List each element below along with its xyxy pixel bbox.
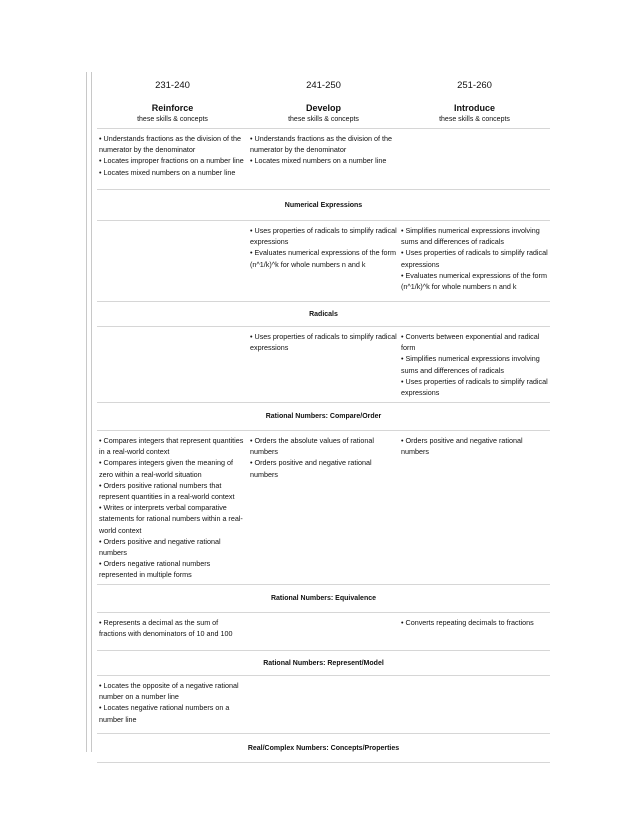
table-row (97, 129, 550, 190)
table-row (97, 431, 550, 585)
column-sublabel: these skills & concepts (137, 116, 208, 123)
header-col-develop (248, 72, 399, 128)
skill-item: • Orders positive and negative rational numbers (401, 436, 523, 457)
develop-cell (248, 676, 399, 733)
skill-item: • Uses properties of radicals to simplify radical expressions (401, 248, 548, 269)
reinforce-cell (97, 129, 248, 189)
column-label: Reinforce (151, 103, 194, 113)
table-row (97, 613, 550, 651)
skill-item: • Locates mixed numbers on a number line (250, 156, 387, 166)
skill-item: • Represents a decimal as the sum of fractions with denominators of 10 and 100 (99, 618, 233, 639)
table-row (97, 221, 550, 302)
score-range: 251-260 (457, 80, 492, 91)
skills-table (97, 72, 550, 763)
score-range: 241-250 (306, 80, 341, 91)
develop-cell (248, 327, 399, 402)
section-heading: Rational Numbers: Compare/Order (97, 403, 550, 431)
reinforce-cell (97, 221, 248, 301)
table-row (97, 327, 550, 403)
introduce-cell (399, 129, 550, 189)
skill-item: • Orders positive rational numbers that represent quantities in a real-world context (99, 480, 235, 502)
skill-item: • Orders positive and negative rational numbers (99, 536, 221, 558)
header-col-introduce (399, 72, 550, 128)
section-heading: Rational Numbers: Represent/Model (97, 651, 550, 676)
skill-item: • Writes or interprets verbal comparative statements for rational numbers within a real-world context (99, 503, 243, 535)
skill-item: • Locates improper fractions on a number line (99, 156, 244, 166)
skill-item: • Evaluates numerical expressions of the form (n^1/k)^k for whole numbers n and k (250, 248, 396, 269)
skill-item: • Locates mixed numbers on a number line (99, 167, 236, 177)
introduce-cell (399, 431, 550, 584)
skill-item: • Locates the opposite of a negative rational number on a number line (99, 681, 239, 702)
reinforce-cell (97, 613, 248, 650)
introduce-cell (399, 221, 550, 301)
score-range: 231-240 (155, 80, 190, 91)
section-heading: Real/Complex Numbers: Concepts/Properties (97, 734, 550, 763)
table-header (97, 72, 550, 129)
table-row (97, 676, 550, 734)
introduce-cell (399, 327, 550, 402)
skill-item: • Uses properties of radicals to simplify radical expressions (250, 226, 397, 247)
section-heading: Numerical Expressions (97, 190, 550, 221)
develop-cell (248, 431, 399, 584)
skill-item: • Uses properties of radicals to simplify radical expressions (401, 376, 548, 398)
develop-cell (248, 221, 399, 301)
section-heading: Radicals (97, 302, 550, 327)
skill-item: • Orders the absolute values of rational numbers (250, 436, 374, 457)
column-sublabel: these skills & concepts (439, 116, 510, 123)
skill-item: • Understands fractions as the division of the numerator by the denominator (250, 134, 392, 155)
introduce-cell (399, 613, 550, 650)
skill-item: • Locates negative rational numbers on a number line (99, 703, 230, 724)
reinforce-cell (97, 676, 248, 733)
skill-item: • Compares integers given the meaning of zero within a real-world situation (99, 458, 233, 479)
column-sublabel: these skills & concepts (288, 116, 359, 123)
develop-cell (248, 613, 399, 650)
introduce-cell (399, 676, 550, 733)
section-heading: Rational Numbers: Equivalence (97, 585, 550, 613)
skill-item: • Evaluates numerical expressions of the form (n^1/k)^k for whole numbers n and k (401, 270, 547, 292)
reinforce-cell (97, 431, 248, 584)
column-label: Develop (305, 103, 341, 113)
skill-item: • Orders negative rational numbers represented in multiple forms (99, 559, 211, 580)
skill-item: • Simplifies numerical expressions involving sums and differences of radicals (401, 226, 540, 247)
column-label: Introduce (453, 103, 495, 113)
skill-item: • Understands fractions as the division of the numerator by the denominator (99, 134, 241, 155)
skill-item: • Converts repeating decimals to fractions (401, 618, 534, 627)
skill-item: • Orders positive and negative rational numbers (250, 458, 372, 479)
reinforce-cell (97, 327, 248, 402)
develop-cell (248, 129, 399, 189)
skill-item: • Compares integers that represent quantities in a real-world context (99, 436, 244, 457)
header-col-reinforce (97, 72, 248, 128)
skill-item: • Uses properties of radicals to simplify radical expressions (250, 332, 397, 353)
skill-item: • Simplifies numerical expressions involving sums and differences of radicals (401, 354, 540, 375)
margin-line (86, 72, 92, 752)
skill-item: • Converts between exponential and radical form (401, 332, 540, 353)
